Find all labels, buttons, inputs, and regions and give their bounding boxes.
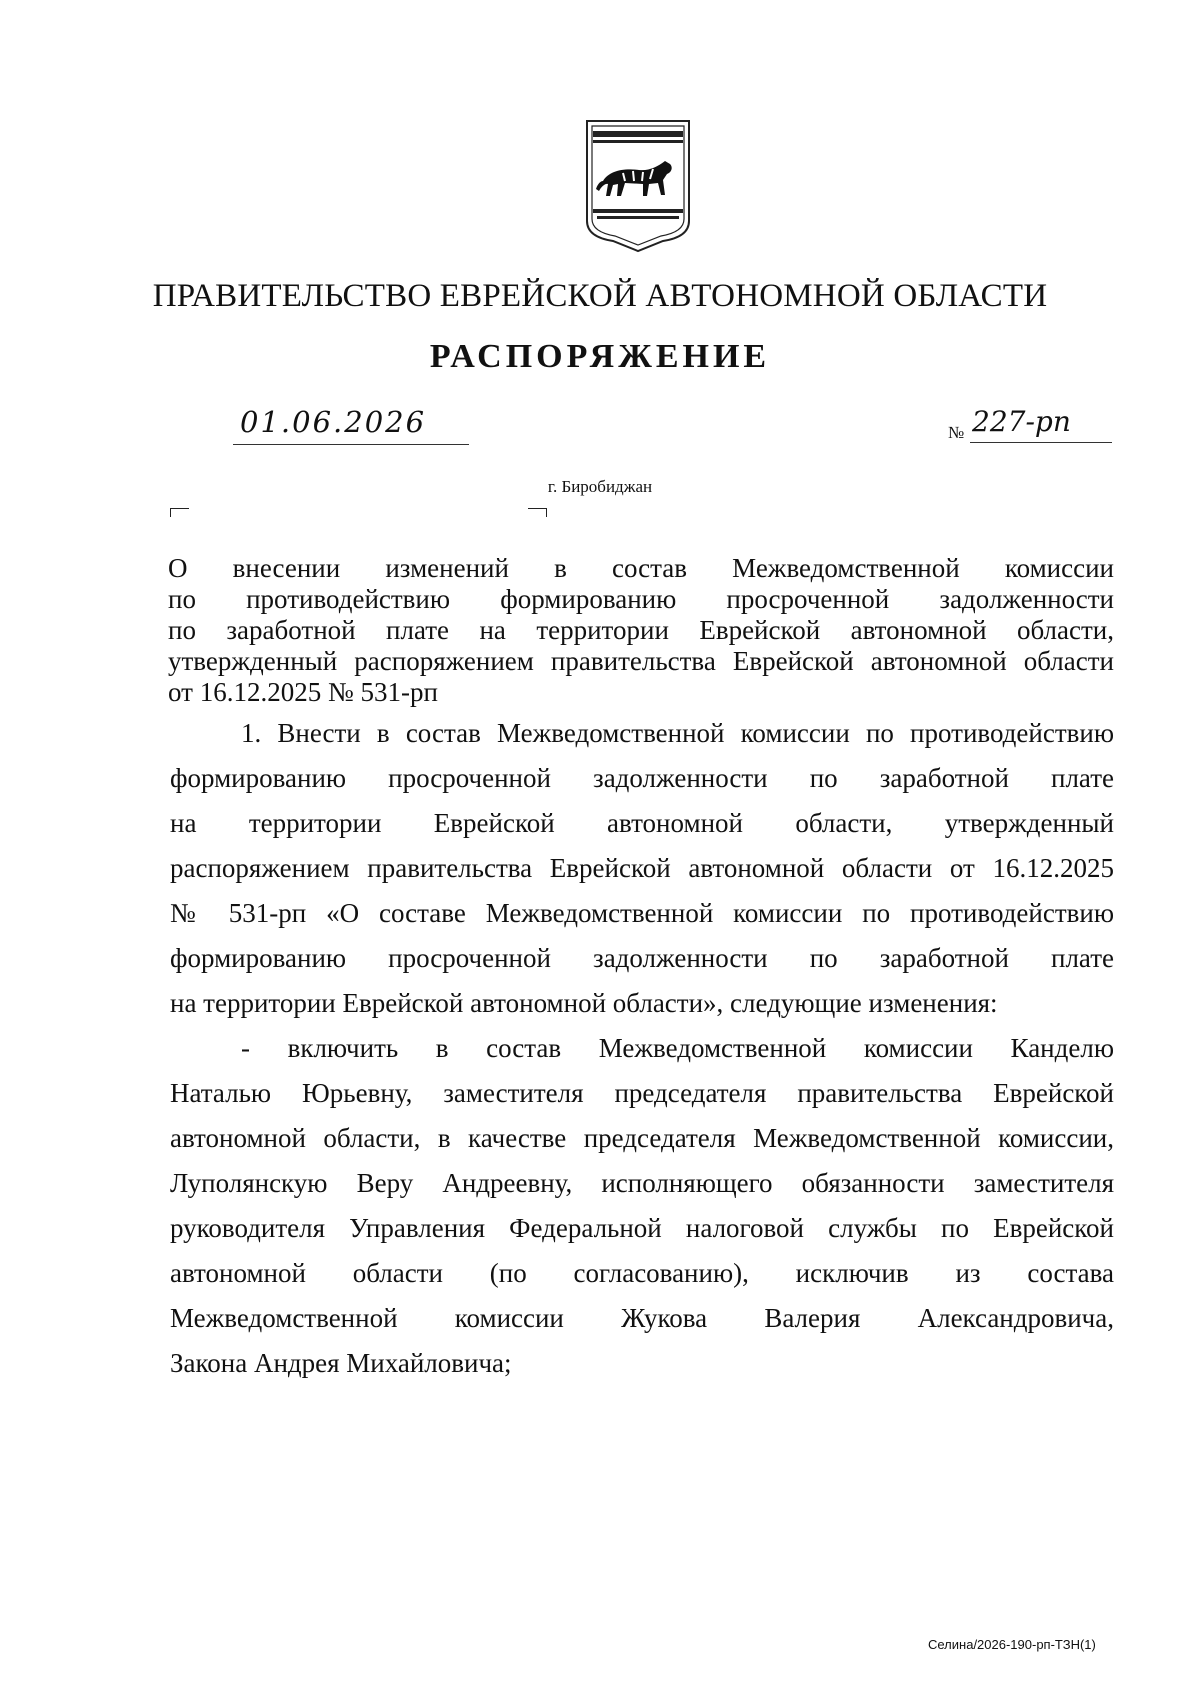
city-label: г. Биробиджан bbox=[547, 477, 653, 496]
body-line: Межведомственной комиссии Жукова Валерия Александровича, bbox=[170, 1303, 1114, 1333]
body-line: - включить в состав Межведомственной комиссии Канделю bbox=[241, 1033, 1114, 1063]
body-line: Луполянскую Веру Андреевну, исполняющего обязанности заместителя bbox=[170, 1168, 1114, 1198]
body-line: формированию просроченной задолженности по заработной плате bbox=[170, 943, 1114, 973]
handwritten-number: 227-рп bbox=[972, 405, 1071, 438]
government-name: ПРАВИТЕЛЬСТВО ЕВРЕЙСКОЙ АВТОНОМНОЙ ОБЛАСТИ bbox=[152, 278, 1048, 314]
body-line: руководителя Управления Федеральной налоговой службы по Еврейской bbox=[170, 1213, 1114, 1243]
body-line: на территории Еврейской автономной области, утвержденный bbox=[170, 808, 1114, 838]
handwritten-date: 01.06.2026 bbox=[240, 405, 427, 439]
number-sign: № bbox=[948, 423, 965, 442]
subject-line: по противодействию формированию просроченной задолженности bbox=[168, 584, 1114, 614]
coat-of-arms-icon bbox=[583, 117, 693, 253]
number-underline bbox=[970, 442, 1112, 443]
subject-line: от 16.12.2025 № 531-рп bbox=[168, 677, 438, 707]
date-underline bbox=[233, 444, 469, 445]
right-corner-bracket bbox=[528, 508, 547, 517]
subject-line: утвержденный распоряжением правительства Еврейской автономной области bbox=[168, 646, 1114, 676]
footer-document-code: Селина/2026-190-рп-ТЗН(1) bbox=[928, 1637, 1096, 1652]
body-line: формированию просроченной задолженности по заработной плате bbox=[170, 763, 1114, 793]
body-line: № 531-рп «О составе Межведомственной комиссии по противодействию bbox=[170, 898, 1114, 928]
body-line: Наталью Юрьевну, заместителя председателя правительства Еврейской bbox=[170, 1078, 1114, 1108]
left-corner-bracket bbox=[170, 508, 189, 517]
body-line: распоряжением правительства Еврейской автономной области от 16.12.2025 bbox=[170, 853, 1114, 883]
body-line: на территории Еврейской автономной области», следующие изменения: bbox=[170, 988, 998, 1018]
body-line: автономной области (по согласованию), исключив из состава bbox=[170, 1258, 1114, 1288]
subject-line: по заработной плате на территории Еврейской автономной области, bbox=[168, 615, 1114, 645]
body-line: 1. Внести в состав Межведомственной комиссии по противодействию bbox=[241, 718, 1114, 748]
body-line: автономной области, в качестве председателя Межведомственной комиссии, bbox=[170, 1123, 1114, 1153]
subject-line: О внесении изменений в состав Межведомственной комиссии bbox=[168, 553, 1114, 583]
document-type-title: РАСПОРЯЖЕНИЕ bbox=[429, 338, 771, 375]
document-subject bbox=[168, 553, 1114, 708]
body-line: Закона Андрея Михайловича; bbox=[170, 1348, 512, 1378]
